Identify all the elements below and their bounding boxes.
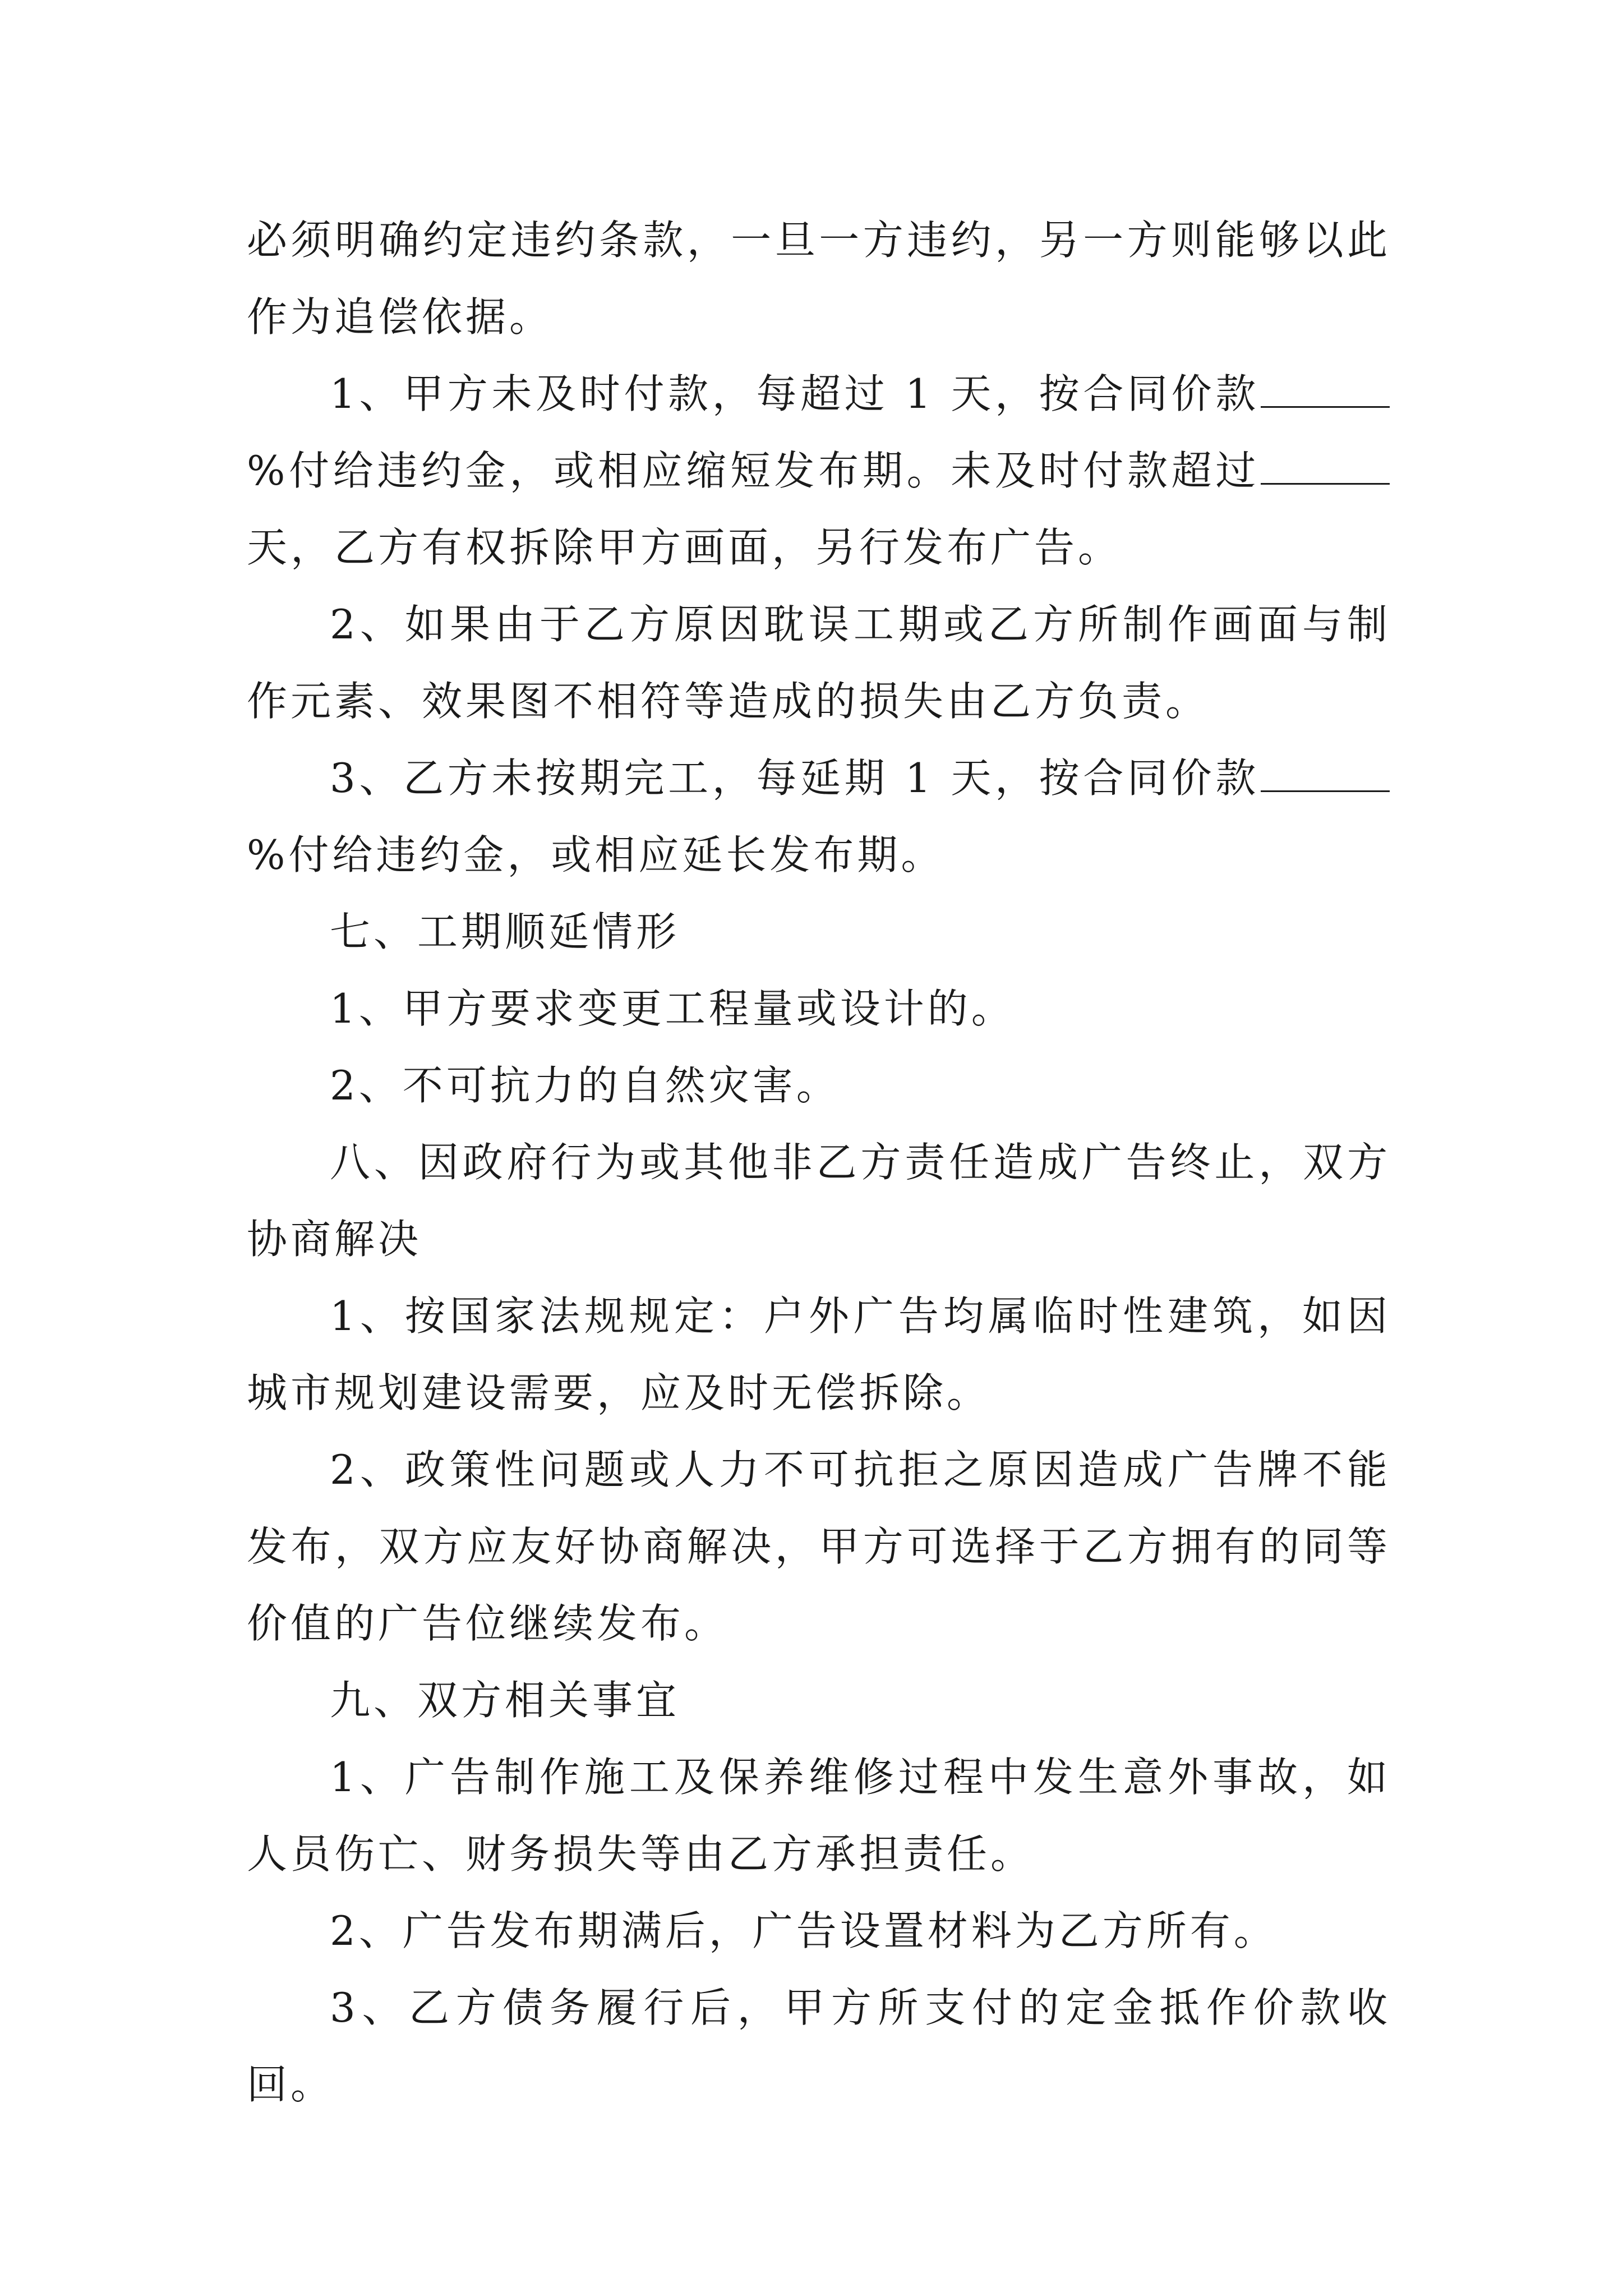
paragraph-text: 2、如果由于乙方原因耽误工期或乙方所制作画面与制作元素、效果图不相符等造成的损失由乙方负责。: [247, 601, 1391, 725]
section-heading-nine: [247, 1662, 1391, 1739]
paragraph-text: 2、政策性问题或人力不可抗拒之原因造成广告牌不能发布，双方应友好协商解决，甲方可选择于乙方拥有的同等价值的广告位继续发布。: [247, 1446, 1391, 1647]
paragraph-item: [247, 1278, 1391, 1432]
paragraph-item: [247, 1432, 1391, 1662]
paragraph-text: 3、乙方未按期完工，每延期 1 天，按合同价款: [330, 754, 1260, 802]
paragraph-delay-responsibility: [247, 586, 1391, 740]
paragraph-text: 必须明确约定违约条款，一旦一方违约，另一方则能够以此作为追偿依据。: [247, 217, 1391, 341]
paragraph-breach-intro: [247, 202, 1391, 356]
paragraph-item: [247, 1739, 1391, 1893]
section-heading-seven: [247, 894, 1391, 970]
fill-in-blank[interactable]: [1261, 483, 1390, 485]
paragraph-text: 1、甲方未及时付款，每超过 1 天，按合同价款: [330, 370, 1260, 417]
paragraph-item: [247, 1970, 1391, 2123]
paragraph-text: %付给违约金，或相应缩短发布期。未及时付款超过: [247, 447, 1260, 494]
heading-text: 九、双方相关事宜: [330, 1677, 680, 1724]
paragraph-text: 2、广告发布期满后，广告设置材料为乙方所有。: [330, 1907, 1278, 1954]
paragraph-text: %付给违约金，或相应延长发布期。: [247, 831, 945, 878]
heading-text: 八、因政府行为或其他非乙方责任造成广告终止，双方协商解决: [247, 1139, 1391, 1263]
paragraph-text: 1、按国家法规规定：户外广告均属临时性建筑，如因城市规划建设需要，应及时无偿拆除。: [247, 1292, 1391, 1416]
heading-text: 七、工期顺延情形: [330, 908, 680, 955]
paragraph-late-completion: [247, 740, 1391, 894]
document-body: [247, 202, 1391, 2123]
paragraph-late-payment: [247, 356, 1391, 586]
fill-in-blank[interactable]: [1261, 790, 1390, 792]
paragraph-item: [247, 1893, 1391, 1970]
paragraph-text: 天，乙方有权拆除甲方画面，另行发布广告。: [247, 524, 1122, 571]
section-heading-eight: [247, 1124, 1391, 1278]
paragraph-text: 1、甲方要求变更工程量或设计的。: [330, 985, 1015, 1032]
paragraph-text: 1、广告制作施工及保养维修过程中发生意外事故，如人员伤亡、财务损失等由乙方承担责任。: [247, 1754, 1391, 1878]
paragraph-item: [247, 1047, 1391, 1124]
fill-in-blank[interactable]: [1261, 406, 1390, 408]
paragraph-text: 3、乙方债务履行后，甲方所支付的定金抵作价款收回。: [247, 1984, 1391, 2108]
paragraph-text: 2、不可抗力的自然灾害。: [330, 1062, 840, 1109]
paragraph-item: [247, 970, 1391, 1047]
